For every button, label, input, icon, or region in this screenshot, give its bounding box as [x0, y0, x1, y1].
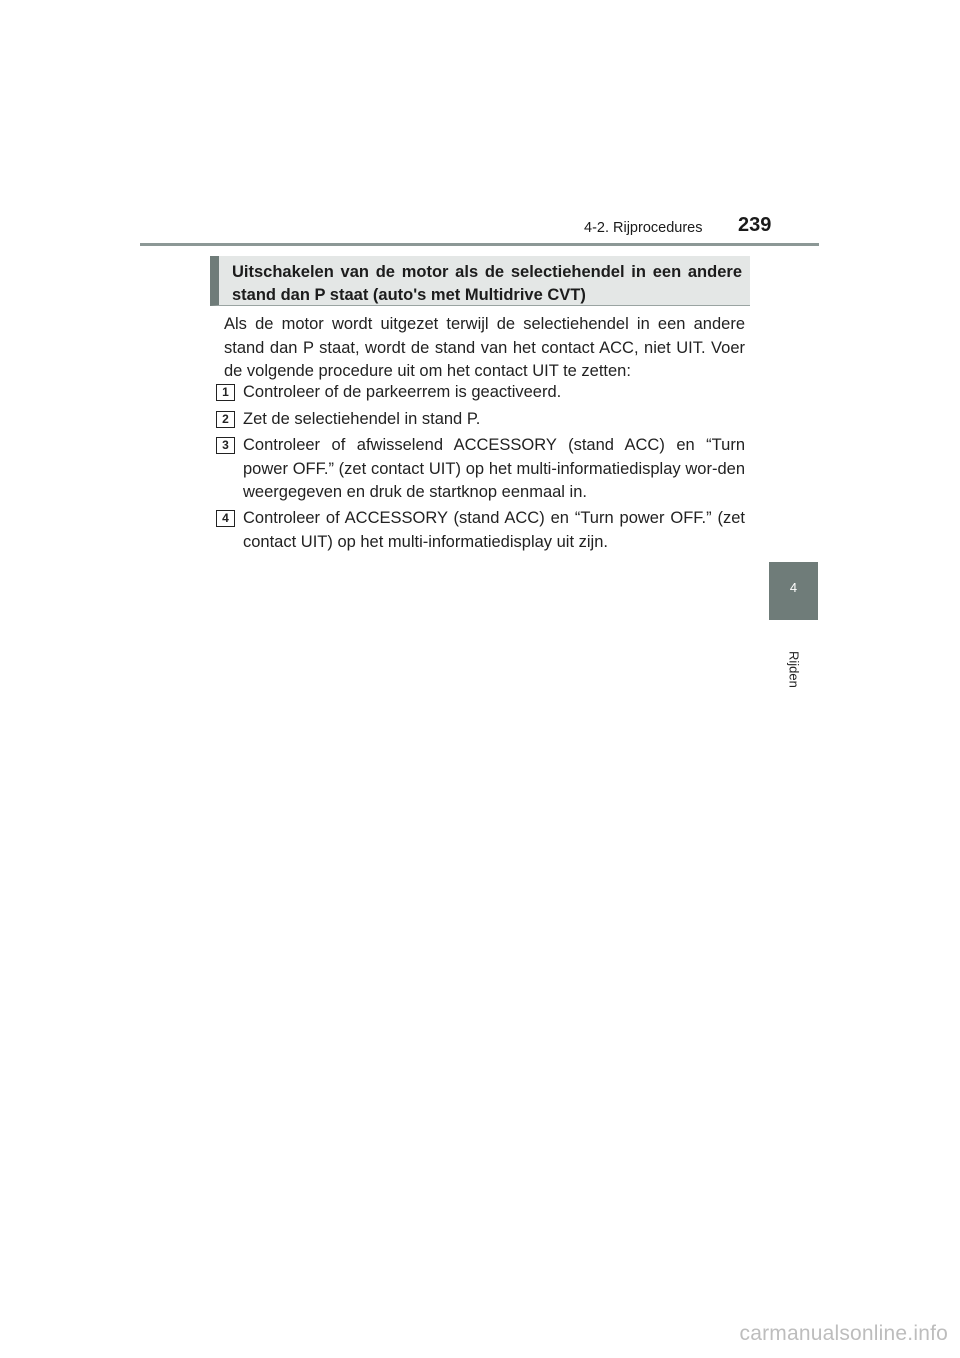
page-number: 239 [738, 214, 772, 236]
section-title: Uitschakelen van de motor als de selectiehendel in een andere stand dan P staat (auto's met Multidrive CVT) [232, 263, 742, 304]
section-heading-box [210, 256, 750, 306]
step-text: Controleer of de parkeerrem is geactiveerd. [243, 383, 562, 401]
step-number-badge: 1 [216, 384, 235, 401]
step-text: Controleer of ACCESSORY (stand ACC) en “Turn power OFF.” (zet contact UIT) op het multi-informatiedisplay uit zijn. [243, 509, 745, 551]
step-number-badge: 2 [216, 411, 235, 428]
header-section-title: 4-2. Rijprocedures [584, 220, 703, 236]
step-number-badge: 4 [216, 510, 235, 527]
step-number-badge: 3 [216, 437, 235, 454]
chapter-tab [769, 562, 818, 620]
intro-paragraph: Als de motor wordt uitgezet terwijl de selectiehendel in een andere stand dan P staat, wordt de stand van het contact ACC, niet UIT. Voer de volgende procedure uit om het contact UIT te zetten: [224, 315, 745, 380]
step-text: Controleer of afwisselend ACCESSORY (stand ACC) en “Turn power OFF.” (zet contact UIT) op het multi-informatiedisplay wor-den weergegeven en druk de startknop eenmaal in. [243, 436, 745, 501]
chapter-label: Rijden [786, 651, 802, 688]
watermark: carmanualsonline.info [739, 1322, 948, 1345]
chapter-number: 4 [789, 580, 798, 595]
header-divider [140, 243, 819, 246]
step-text: Zet de selectiehendel in stand P. [243, 410, 481, 428]
